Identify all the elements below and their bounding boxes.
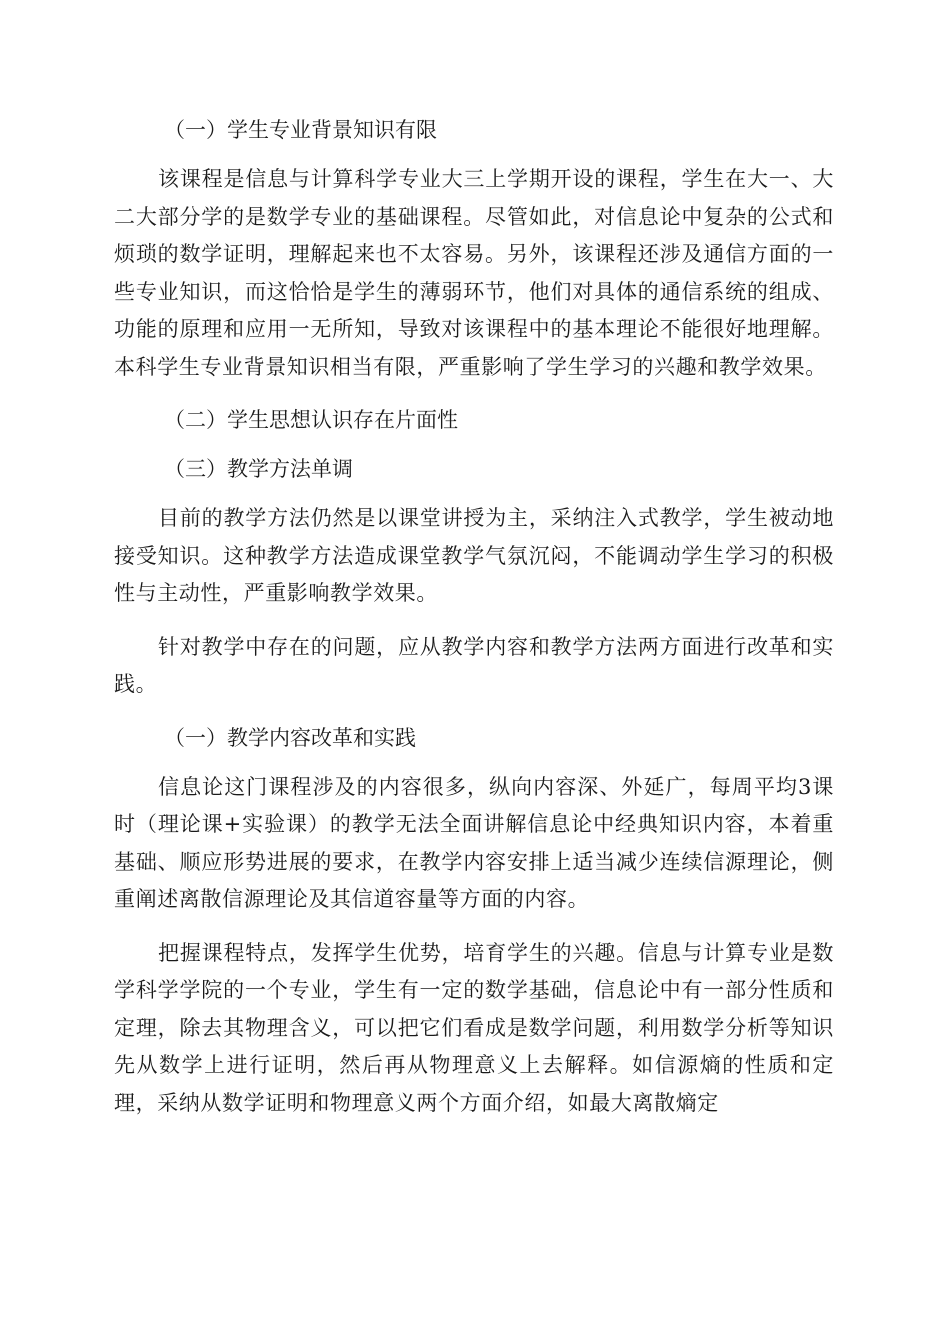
- section-heading-content-reform: （一）教学内容改革和实践: [164, 725, 416, 750]
- paragraph-course-features: 把握课程特点，发挥学生优势，培育学生的兴趣。信息与计算专业是数学科学学院的一个专业，学生有一定的数学基础，信息论中有一部分性质和定理，除去其物理含义，可以把它们看成是数学问题，利用数学分析等知识先从数学上进行证明，然后再从物理意义上去解释。如信源熵的性质和定理，采纳从数学证明和物理意义两个方面介绍，如最大离散熵定: [114, 940, 834, 1115]
- section-heading-student-background: （一）学生专业背景知识有限: [164, 118, 437, 142]
- paragraph-student-background: 该课程是信息与计算科学专业大三上学期开设的课程，学生在大一、大二大部分学的是数学专业的基础课程。尽管如此，对信息论中复杂的公式和烦琐的数学证明，理解起来也不太容易。另外，该课程还涉及通信方面的一些专业知识，而这恰恰是学生的薄弱环节，他们对具体的通信系统的组成、功能的原理和应用一无所知，导致对该课程中的基本理论不能很好地理解。本科学生专业背景知识相当有限，严重影响了学生学习的兴趣和教学效果。: [114, 167, 834, 379]
- paragraph-content-reform: 信息论这门课程涉及的内容很多，纵向内容深、外延广，每周平均3课时（理论课+实验课）的教学无法全面讲解信息论中经典知识内容，本着重基础、顺应形势进展的要求，在教学内容安排上适当减少连续信源理论，侧重阐述离散信源理论及其信道容量等方面的内容。: [114, 774, 834, 911]
- paragraph-teaching-method: 目前的教学方法仍然是以课堂讲授为主，采纳注入式教学，学生被动地接受知识。这种教学方法造成课堂教学气氛沉闷，不能调动学生学习的积极性与主动性，严重影响教学效果。: [114, 506, 834, 605]
- document-page: [114, 112, 834, 1122]
- paragraph-reform-intro: 针对教学中存在的问题，应从教学内容和教学方法两方面进行改革和实践。: [114, 634, 834, 696]
- section-heading-teaching-method: （三）教学方法单调: [164, 457, 353, 481]
- section-heading-student-thinking: （二）学生思想认识存在片面性: [164, 408, 458, 432]
